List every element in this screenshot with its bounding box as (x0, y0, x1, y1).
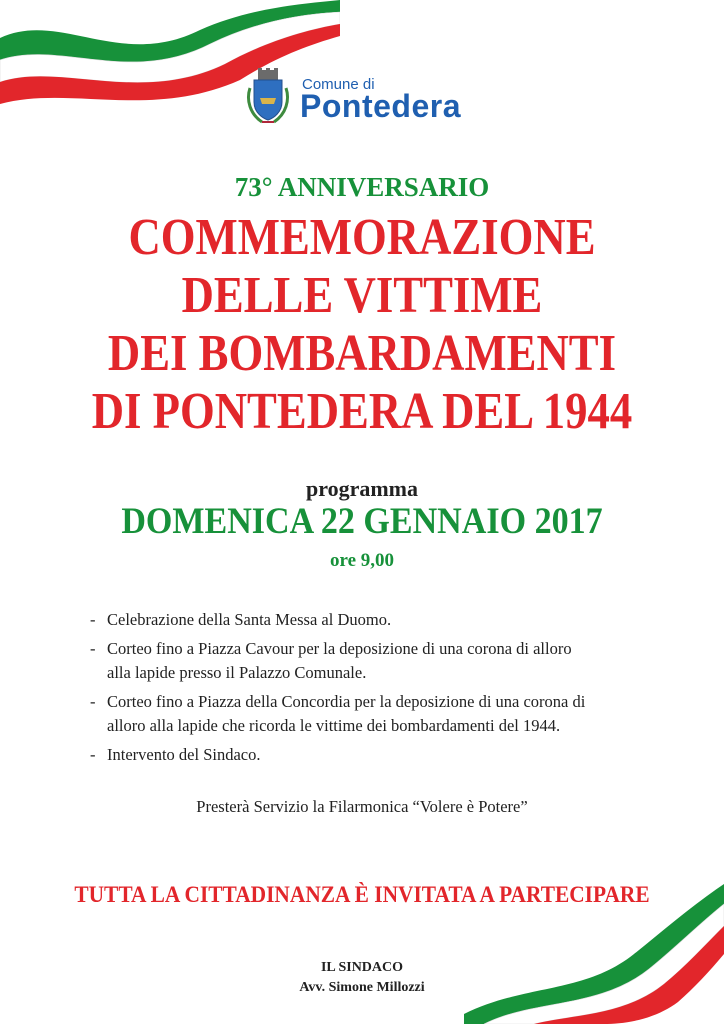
invitation-banner: TUTTA LA CITTADINANZA È INVITATA A PARTECIPARE (74, 882, 650, 907)
list-dash: - (90, 610, 96, 629)
program-item-text: Corteo fino a Piazza della Concordia per la deposizione di una corona di (107, 692, 586, 711)
list-dash: - (90, 639, 96, 658)
signature-name: Avv. Simone Millozzi (299, 980, 425, 995)
anniversary-heading: 73° ANNIVERSARIO (234, 172, 490, 202)
city-name: Pontedera (300, 88, 461, 124)
program-item (90, 637, 690, 685)
program-item-text: Intervento del Sindaco. (107, 745, 261, 764)
list-dash: - (90, 745, 96, 764)
program-item (90, 743, 690, 767)
program-list (90, 608, 690, 772)
comune-di-label: Comune di (302, 76, 375, 93)
title-line-2: DELLE VITTIME (181, 267, 543, 324)
program-item (90, 690, 690, 738)
event-time: ore 9,00 (329, 550, 395, 571)
program-item-text: Celebrazione della Santa Messa al Duomo. (107, 610, 392, 629)
program-item (90, 608, 690, 632)
program-label: programma (305, 476, 419, 501)
program-item-text: alloro alla lapide che ricorda le vittime dei bombardamenti del 1944. (107, 716, 561, 735)
program-item-text: Corteo fino a Piazza Cavour per la deposizione di una corona di alloro (107, 639, 572, 658)
event-date: DOMENICA 22 GENNAIO 2017 (121, 501, 603, 542)
program-item-text: alla lapide presso il Palazzo Comunale. (107, 663, 367, 682)
coat-of-arms-icon (244, 68, 292, 128)
list-dash: - (90, 692, 96, 711)
title-line-1: COMMEMORAZIONE (128, 209, 596, 266)
signature-role: IL SINDACO (320, 960, 404, 975)
music-note: Presterà Servizio la Filarmonica “Volere è Potere” (196, 797, 528, 816)
comune-logo (244, 68, 484, 128)
title-line-3: DEI BOMBARDAMENTI (107, 325, 617, 382)
title-line-4: DI PONTEDERA DEL 1944 (91, 383, 633, 440)
